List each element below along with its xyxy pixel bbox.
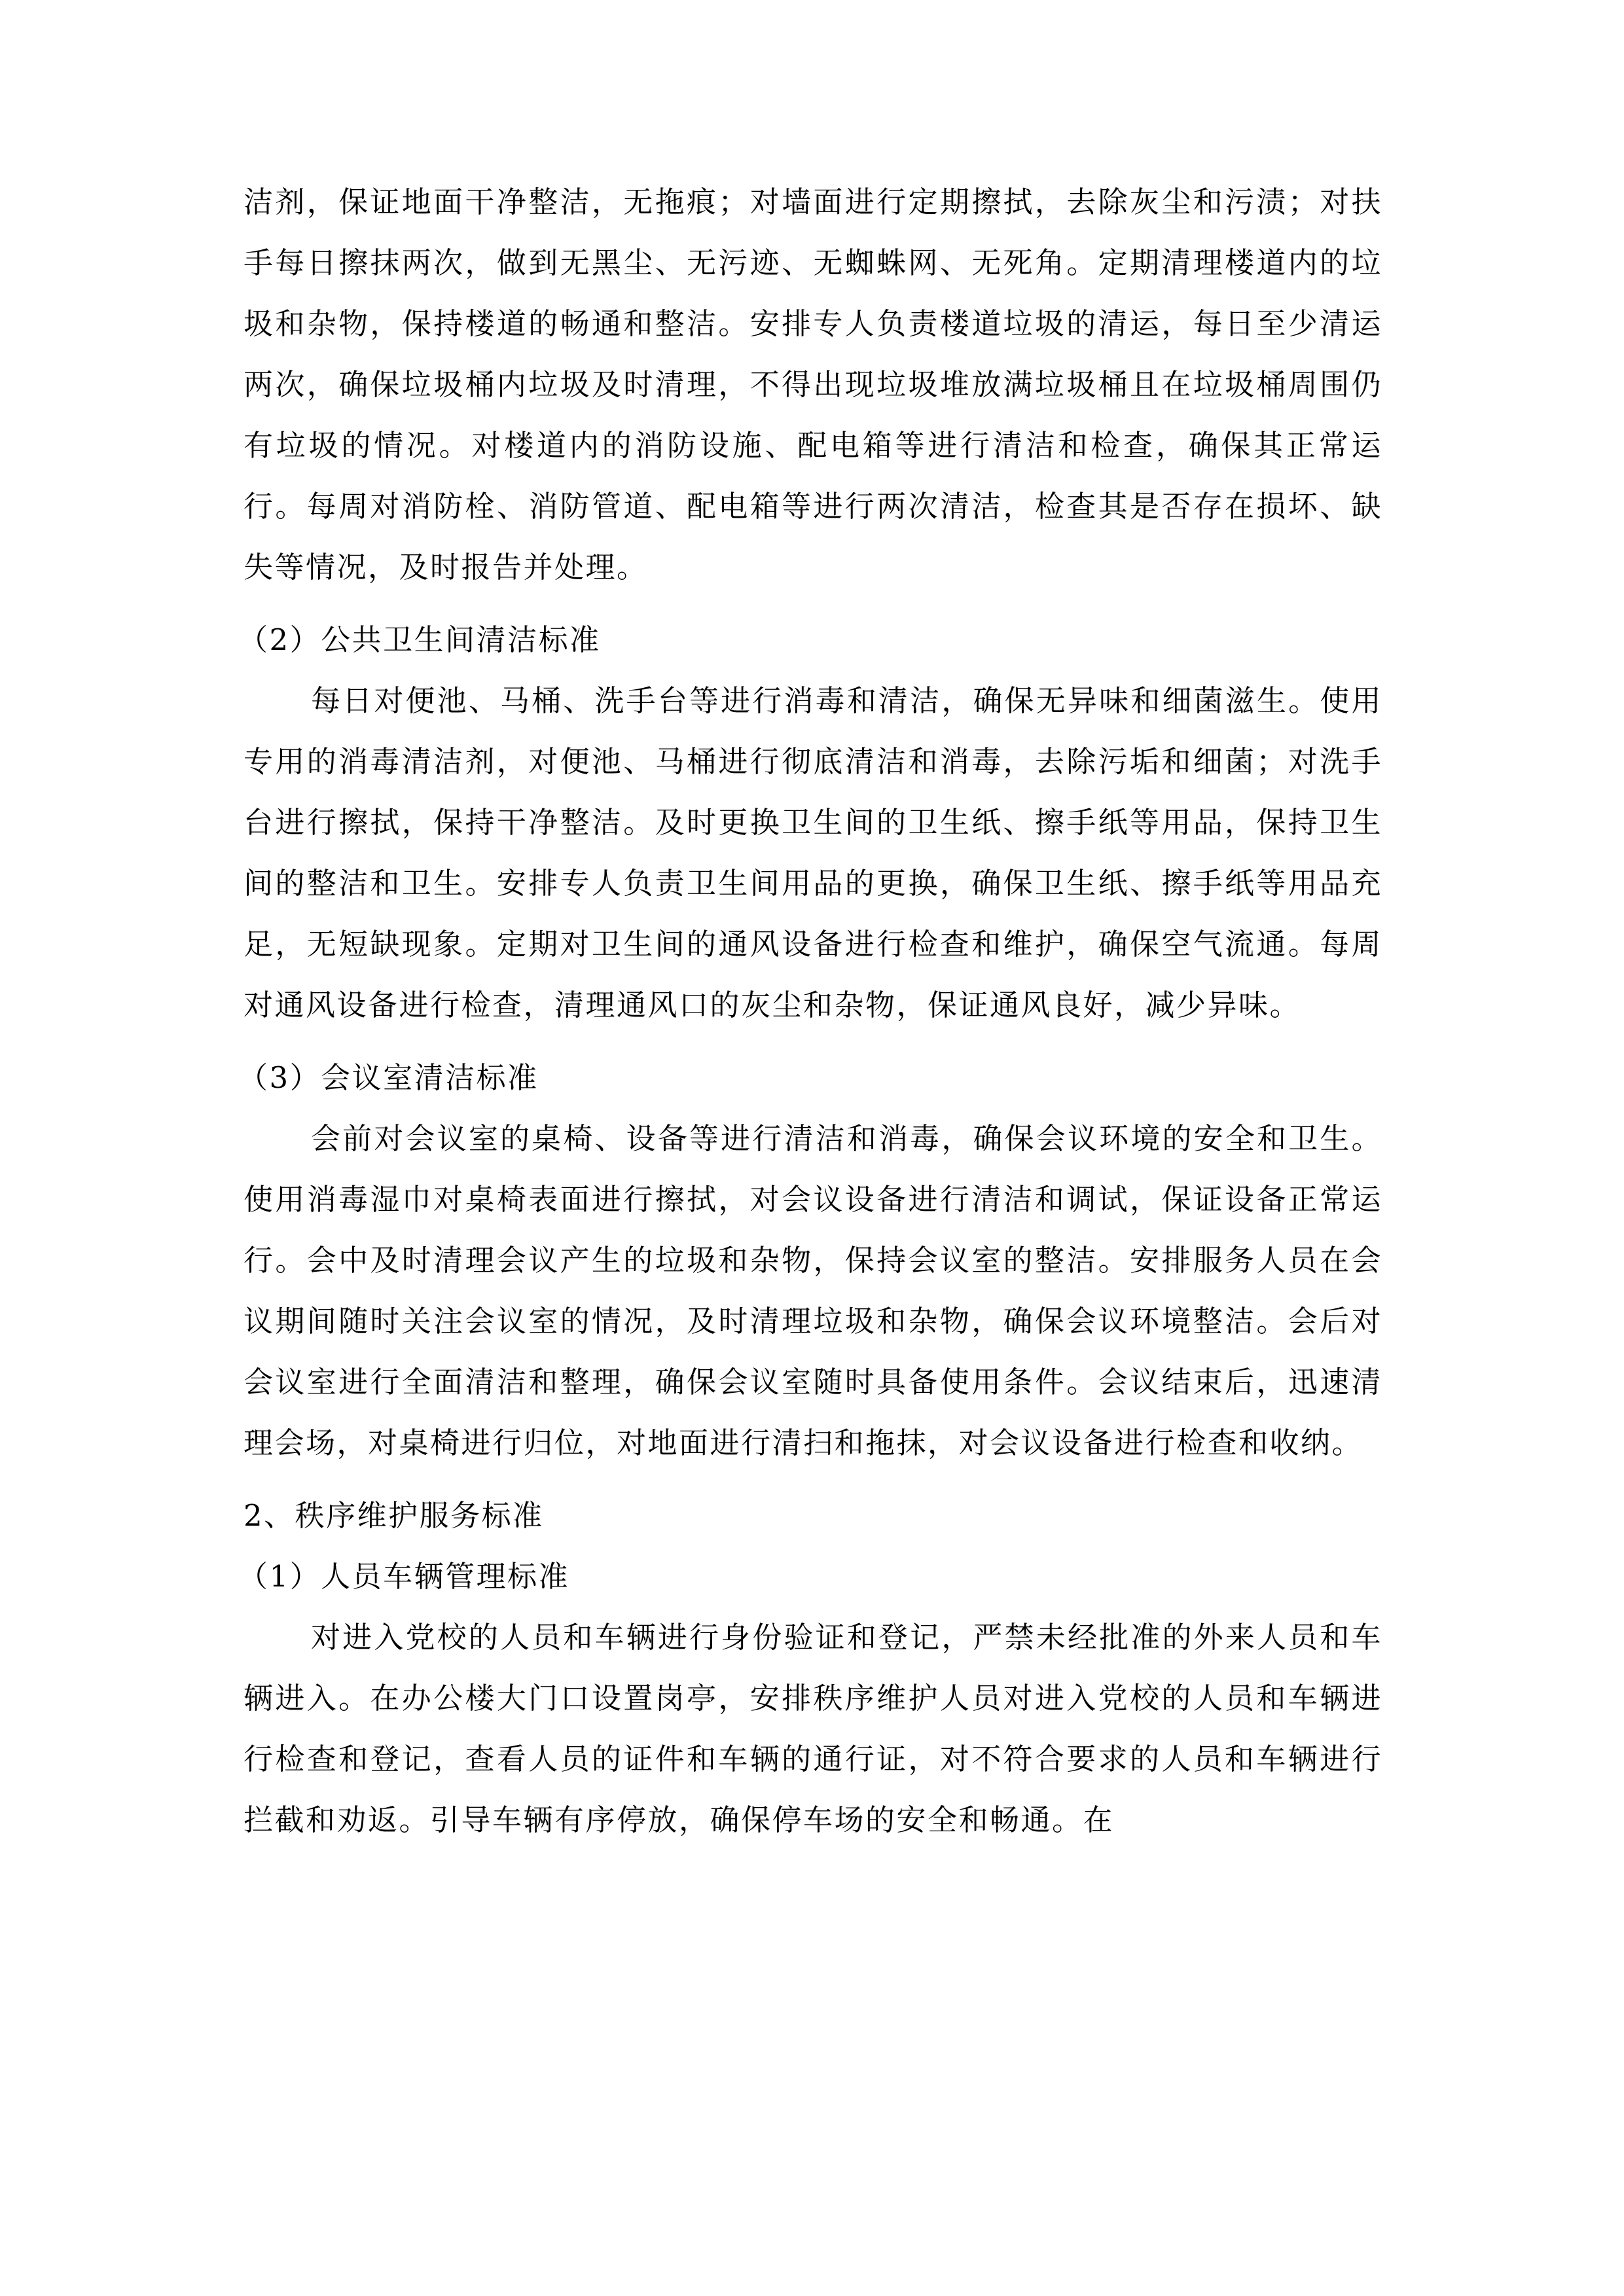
paragraph-meeting-room-cleaning: 会前对会议室的桌椅、设备等进行清洁和消毒，确保会议环境的安全和卫生。使用消毒湿巾对桌椅表面进行擦拭，对会议设备进行清洁和调试，保证设备正常运行。会中及时清理会议产生的垃圾和杂物，保持会议室的整洁。安排服务人员在会议期间随时关注会议室的情况，及时清理垃圾和杂物，确保会议环境整洁。会后对会议室进行全面清洁和整理，确保会议室随时具备使用条件。会议结束后，迅速清理会场，对桌椅进行归位，对地面进行清扫和拖抹，对会议设备进行检查和收纳。	[244, 1121, 1382, 1460]
paragraph-public-restroom-cleaning: 每日对便池、马桶、洗手台等进行消毒和清洁，确保无异味和细菌滋生。使用专用的消毒清洁剂，对便池、马桶进行彻底清洁和消毒，去除污垢和细菌；对洗手台进行擦拭，保持干净整洁。及时更换卫生间的卫生纸、擦手纸等用品，保持卫生间的整洁和卫生。安排专人负责卫生间用品的更换，确保卫生纸、擦手纸等用品充足，无短缺现象。定期对卫生间的通风设备进行检查和维护，确保空气流通。每周对通风设备进行检查，清理通风口的灰尘和杂物，保证通风良好，减少异味。	[244, 683, 1382, 1022]
subheading-public-restroom-cleaning: （2）公共卫生间清洁标准	[238, 622, 601, 657]
paragraph-personnel-vehicle-management: 对进入党校的人员和车辆进行身份验证和登记，严禁未经批准的外来人员和车辆进入。在办公楼大门口设置岗亭，安排秩序维护人员对进入党校的人员和车辆进行检查和登记，查看人员的证件和车辆的通行证，对不符合要求的人员和车辆进行拦截和劝返。引导车辆有序停放，确保停车场的安全和畅通。在	[244, 1620, 1382, 1837]
document-body	[238, 171, 1382, 1850]
subheading-meeting-room-cleaning: （3）会议室清洁标准	[238, 1060, 539, 1095]
subheading-personnel-vehicle-management: （1）人员车辆管理标准	[238, 1559, 570, 1594]
heading-order-maintenance-standards: 2、秩序维护服务标准	[244, 1498, 544, 1533]
paragraph-corridor-cleaning-continued: 洁剂，保证地面干净整洁，无拖痕；对墙面进行定期擦拭，去除灰尘和污渍；对扶手每日擦抹两次，做到无黑尘、无污迹、无蜘蛛网、无死角。定期清理楼道内的垃圾和杂物，保持楼道的畅通和整洁。安排专人负责楼道垃圾的清运，每日至少清运两次，确保垃圾桶内垃圾及时清理，不得出现垃圾堆放满垃圾桶且在垃圾桶周围仍有垃圾的情况。对楼道内的消防设施、配电箱等进行清洁和检查，确保其正常运行。每周对消防栓、消防管道、配电箱等进行两次清洁，检查其是否存在损坏、缺失等情况，及时报告并处理。	[244, 185, 1382, 584]
